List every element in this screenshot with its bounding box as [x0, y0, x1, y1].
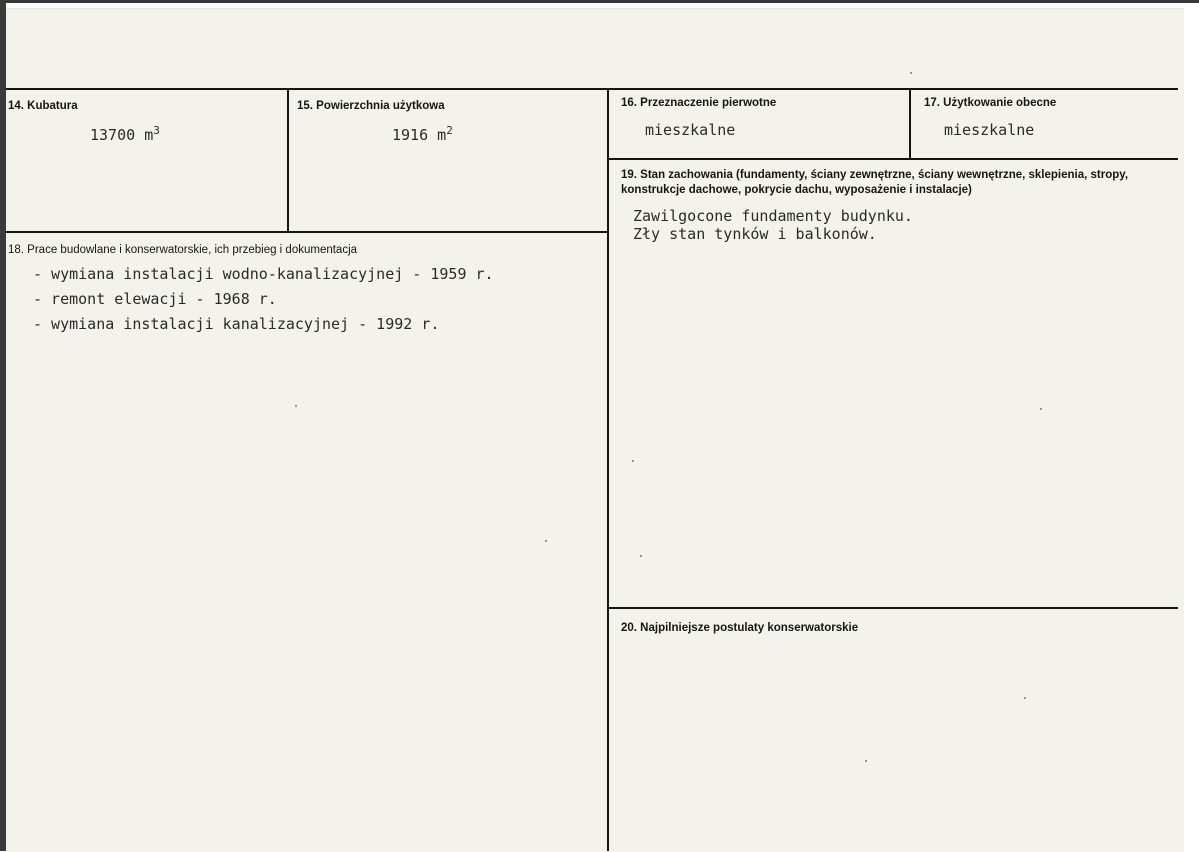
field-18-item-2: - remont elewacji - 1968 r. — [33, 290, 277, 308]
scan-speck — [632, 460, 634, 462]
scan-speck — [865, 760, 867, 762]
field-19-line-2: Zły stan tynków i balkonów. — [633, 225, 877, 243]
grid-line-v1 — [287, 88, 289, 233]
grid-line-f20-top — [608, 607, 1178, 609]
field-15-number: 1916 — [392, 126, 429, 144]
field-14-number: 13700 — [90, 126, 136, 144]
grid-line-top — [6, 88, 1178, 90]
field-18-label: 18. Prace budowlane i konserwatorskie, ich przebieg i dokumentacja — [8, 244, 358, 256]
field-19-line-1: Zawilgocone fundamenty budynku. — [633, 207, 913, 225]
field-17-value: mieszkalne — [944, 121, 1035, 139]
scan-speck — [1024, 697, 1026, 699]
field-18-item-1: - wymiana instalacji wodno-kanalizacyjnej - 1959 r. — [33, 265, 494, 283]
field-14-unit-sup: 3 — [153, 124, 160, 137]
scan-speck — [1040, 408, 1042, 410]
field-15-unit-sup: 2 — [446, 124, 453, 137]
scan-speck — [545, 540, 547, 542]
field-14-unit: m — [144, 126, 154, 144]
scan-speck — [295, 405, 297, 407]
scan-speck — [910, 72, 912, 74]
field-15-label: 15. Powierzchnia użytkowa — [297, 100, 445, 112]
field-17-label: 17. Użytkowanie obecne — [924, 97, 1057, 109]
field-15-unit: m — [437, 126, 447, 144]
field-20-label: 20. Najpilniejsze postulaty konserwatorskie — [621, 622, 859, 634]
field-18-item-3: - wymiana instalacji kanalizacyjnej - 1992 r. — [33, 315, 440, 333]
field-14-value — [90, 124, 160, 144]
field-19-label: 19. Stan zachowania (fundamenty, ściany zewnętrzne, ściany wewnętrzne, sklepienia, stropy, konstrukcje dachowe, pokrycie dachu, wyposażenie i instalacje) — [621, 169, 1129, 196]
grid-line-v2 — [607, 88, 609, 851]
field-15-value — [392, 124, 453, 144]
scan-speck — [640, 555, 642, 557]
grid-line-f18-top — [6, 231, 609, 233]
field-16-value: mieszkalne — [645, 121, 736, 139]
grid-line-v3 — [909, 88, 911, 160]
field-14-label: 14. Kubatura — [8, 100, 78, 112]
field-16-label: 16. Przeznaczenie pierwotne — [621, 97, 777, 109]
scan-top-edge — [0, 0, 1199, 3]
grid-line-f19-top — [608, 158, 1178, 160]
